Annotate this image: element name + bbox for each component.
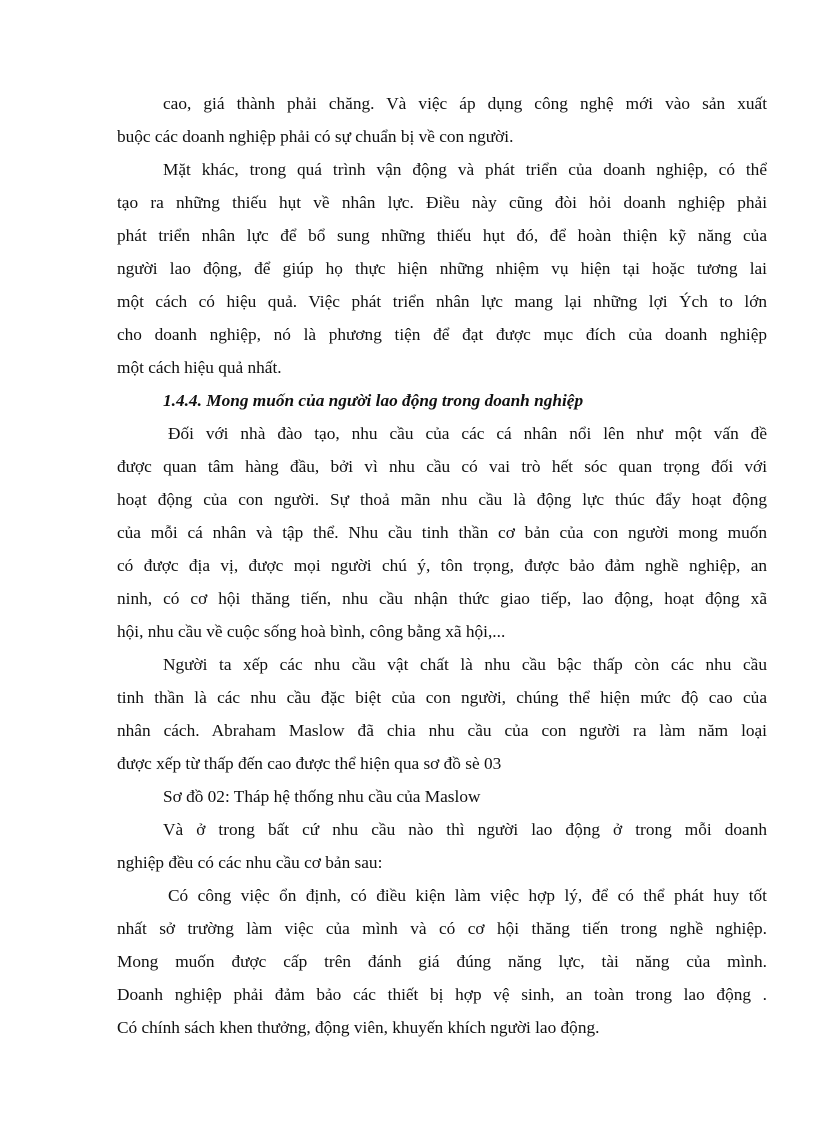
paragraph-line: Mặt khác, trong quá trình vận động và phát triển của doanh nghiệp, có thể (163, 160, 767, 179)
paragraph-line: Đối với nhà đào tạo, nhu cầu của các cá nhân nổi lên như một vấn đề (168, 424, 767, 443)
paragraph-line: Và ở trong bất cứ nhu cầu nào thì người lao động ở trong mỗi doanh (163, 820, 767, 839)
paragraph-line: nhất sở trường làm việc của mình và có cơ hội thăng tiến trong nghề nghiệp. (117, 919, 767, 938)
paragraph-line: có được địa vị, được mọi người chú ý, tôn trọng, được bảo đảm nghề nghiệp, an (117, 556, 767, 575)
paragraph-line: một cách có hiệu quả. Việc phát triển nhân lực mang lại những lợi Ých to lớn (117, 292, 767, 311)
paragraph-line: được xếp từ thấp đến cao được thể hiện qua sơ đồ sè 03 (117, 754, 502, 773)
paragraph-line: phát triển nhân lực để bổ sung những thiếu hụt đó, để hoàn thiện kỹ năng của (117, 226, 767, 245)
paragraph-line: buộc các doanh nghiệp phải có sự chuẩn bị về con người. (117, 127, 514, 146)
paragraph-line: Mong muốn được cấp trên đánh giá đúng năng lực, tài năng của mình. (117, 952, 767, 971)
paragraph-line: cho doanh nghiệp, nó là phương tiện để đạt được mục đích của doanh nghiệp (117, 325, 767, 344)
figure-caption: Sơ đồ 02: Tháp hệ thống nhu cầu của Maslow (163, 787, 481, 806)
paragraph-line: Người ta xếp các nhu cầu vật chất là nhu cầu bậc thấp còn các nhu cầu (163, 655, 767, 674)
paragraph-line: hội, nhu cầu về cuộc sống hoà bình, công bằng xã hội,... (117, 622, 506, 641)
paragraph-line: của mỗi cá nhân và tập thể. Nhu cầu tinh thần cơ bản của con người mong muốn (117, 523, 767, 542)
paragraph-line: Có chính sách khen thưởng, động viên, khuyến khích người lao động. (117, 1018, 600, 1037)
paragraph-line: ninh, có cơ hội thăng tiến, nhu cầu nhận thức giao tiếp, lao động, hoạt động xã (117, 589, 767, 608)
paragraph-line: tạo ra những thiếu hụt về nhân lực. Điều này cũng đòi hỏi doanh nghiệp phải (117, 193, 767, 212)
paragraph-line: được quan tâm hàng đầu, bởi vì nhu cầu có vai trò hết sóc quan trọng đối với (117, 457, 767, 476)
paragraph-line: tinh thần là các nhu cầu đặc biệt của con người, chúng thể hiện mức độ cao của (117, 688, 767, 707)
paragraph-line: nhân cách. Abraham Maslow đã chia nhu cầu của con người ra làm năm loại (117, 721, 767, 740)
paragraph-line: người lao động, để giúp họ thực hiện những nhiệm vụ hiện tại hoặc tương lai (117, 259, 767, 278)
paragraph-line: Doanh nghiệp phải đảm bảo các thiết bị hợp vệ sinh, an toàn trong lao động . (117, 985, 767, 1004)
paragraph-line: hoạt động của con người. Sự thoả mãn nhu cầu là động lực thúc đẩy hoạt động (117, 490, 767, 509)
section-heading: 1.4.4. Mong muốn của người lao động trong doanh nghiệp (163, 391, 584, 410)
paragraph-line: nghiệp đều có các nhu cầu cơ bản sau: (117, 853, 383, 872)
paragraph-line: cao, giá thành phải chăng. Và việc áp dụng công nghệ mới vào sản xuất (163, 94, 767, 113)
paragraph-line: một cách hiệu quả nhất. (117, 358, 282, 377)
paragraph-line: Có công việc ổn định, có điều kiện làm việc hợp lý, để có thể phát huy tốt (168, 886, 767, 905)
